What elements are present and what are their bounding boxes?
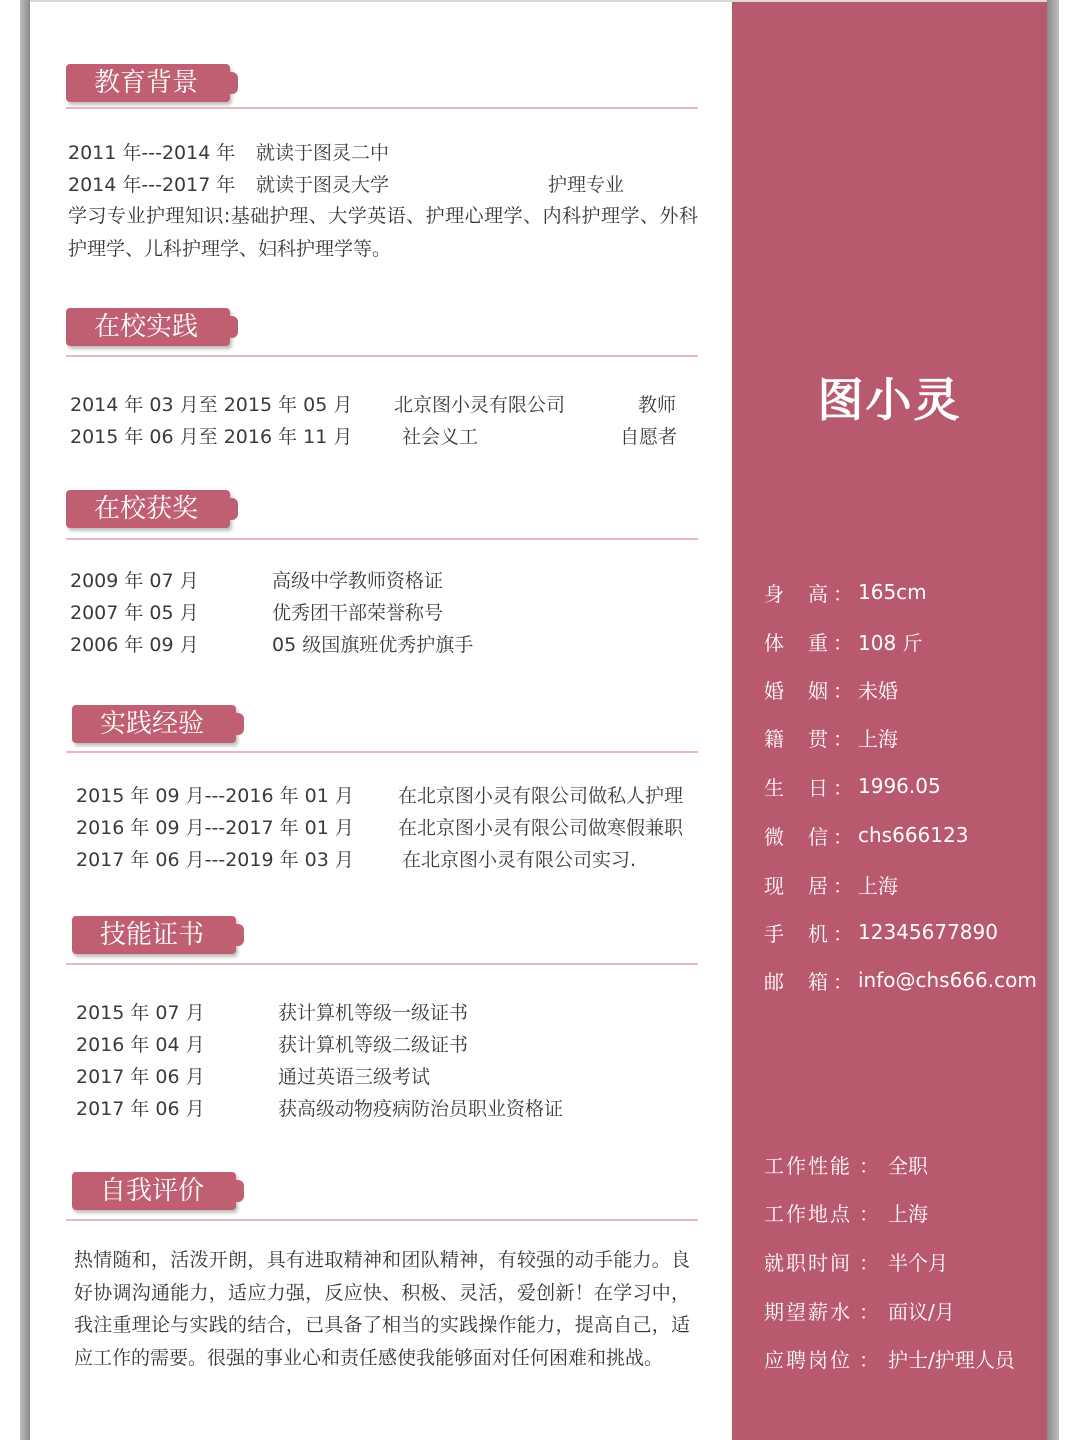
profile-sidebar: [732, 2, 1047, 1440]
experience-section: [66, 705, 698, 875]
info-value: chs666123: [858, 823, 969, 847]
info-value: 1996.05: [858, 774, 941, 798]
skill-item: 获计算机等级一级证书: [278, 1002, 469, 1024]
job-value: 面议/月: [888, 1299, 955, 1324]
info-row-email: [764, 965, 1037, 995]
info-label: 手机: [764, 921, 828, 946]
info-colon: ：: [833, 581, 853, 606]
award-item: 05 级国旗班优秀护旗手: [272, 634, 474, 656]
practice-org: 北京图小灵有限公司: [394, 394, 566, 416]
job-colon: ：: [859, 1347, 879, 1372]
education-date: 2014 年---2017 年: [68, 174, 236, 196]
info-colon: ：: [833, 775, 853, 800]
job-colon: ：: [859, 1250, 879, 1275]
info-row-wechat: [764, 820, 968, 850]
job-value: 上海: [888, 1201, 928, 1226]
experience-date: 2017 年 06 月---2019 年 03 月: [76, 849, 354, 871]
info-value: 上海: [858, 873, 898, 898]
practice-date: 2015 年 06 月至 2016 年 11 月: [70, 426, 353, 448]
info-value: info@chs666.com: [858, 968, 1037, 992]
info-colon: ：: [833, 921, 853, 946]
education-heading: 教育背景: [66, 64, 230, 102]
info-label: 身高: [764, 581, 828, 606]
info-label: 籍贯: [764, 726, 828, 751]
info-value: 165cm: [858, 580, 927, 604]
award-date: 2009 年 07 月: [70, 570, 199, 592]
info-value: 未婚: [858, 678, 898, 703]
practice-role: 自愿者: [620, 426, 678, 448]
info-label: 微信: [764, 824, 828, 849]
job-colon: ：: [859, 1153, 879, 1178]
job-colon: ：: [859, 1299, 879, 1324]
info-colon: ：: [833, 824, 853, 849]
education-description: 学习专业护理知识:基础护理、大学英语、护理心理学、内科护理学、外科护理学、儿科护理学、妇科护理学等。: [68, 205, 698, 260]
info-colon: ：: [833, 726, 853, 751]
job-value: 全职: [888, 1153, 928, 1178]
info-row-weight: [764, 626, 923, 656]
skill-item: 通过英语三级考试: [278, 1066, 431, 1088]
section-divider: [66, 355, 698, 357]
skill-date: 2015 年 07 月: [76, 1002, 205, 1024]
practice-role: 教师: [638, 394, 677, 416]
section-divider: [66, 751, 698, 753]
info-value: 12345677890: [858, 920, 998, 944]
skill-date: 2017 年 06 月: [76, 1066, 205, 1088]
info-label: 邮箱: [764, 969, 828, 994]
education-school: 就读于图灵大学: [256, 174, 390, 196]
education-section: [66, 64, 698, 264]
award-item: 高级中学教师资格证: [272, 570, 444, 592]
job-value: 护士/护理人员: [888, 1347, 1015, 1372]
info-label: 现居: [764, 873, 828, 898]
info-colon: ：: [833, 873, 853, 898]
job-label: 应聘岗位: [764, 1347, 850, 1372]
experience-desc: 在北京图小灵有限公司做私人护理: [398, 785, 684, 807]
job-label: 工作地点: [764, 1201, 850, 1226]
job-label: 期望薪水: [764, 1299, 850, 1324]
skills-section: [66, 916, 698, 1126]
award-date: 2007 年 05 月: [70, 602, 199, 624]
experience-date: 2016 年 09 月---2017 年 01 月: [76, 817, 354, 839]
info-label: 婚姻: [764, 678, 828, 703]
info-row-height: [764, 577, 927, 607]
experience-desc: 在北京图小灵有限公司做寒假兼职: [398, 817, 684, 839]
job-row-type: [764, 1149, 928, 1179]
info-row-birthday: [764, 771, 941, 801]
practice-heading: 在校实践: [66, 308, 230, 346]
skill-date: 2016 年 04 月: [76, 1034, 205, 1056]
section-divider: [66, 1219, 698, 1221]
info-colon: ：: [833, 969, 853, 994]
info-label: 体重: [764, 630, 828, 655]
info-colon: ：: [833, 678, 853, 703]
award-date: 2006 年 09 月: [70, 634, 199, 656]
self-evaluation-section: [66, 1172, 698, 1382]
skills-heading: 技能证书: [72, 916, 236, 954]
info-value: 上海: [858, 726, 898, 751]
practice-section: [66, 308, 698, 458]
job-row-start: [764, 1246, 948, 1276]
info-row-marital: [764, 674, 898, 704]
self-evaluation-heading: 自我评价: [72, 1172, 236, 1210]
education-date: 2011 年---2014 年: [68, 142, 236, 164]
info-value: 108 斤: [858, 630, 923, 655]
info-row-hometown: [764, 722, 898, 752]
education-major: 护理专业: [548, 174, 625, 196]
section-divider: [66, 538, 698, 540]
candidate-name: 图小灵: [817, 373, 962, 427]
job-row-position: [764, 1343, 1015, 1373]
job-value: 半个月: [888, 1250, 948, 1275]
practice-date: 2014 年 03 月至 2015 年 05 月: [70, 394, 353, 416]
info-row-phone: [764, 917, 998, 947]
experience-heading: 实践经验: [72, 705, 236, 743]
skill-item: 获高级动物疫病防治员职业资格证: [278, 1098, 564, 1120]
skill-item: 获计算机等级二级证书: [278, 1034, 469, 1056]
self-evaluation-text: 热情随和，活泼开朗，具有进取精神和团队精神，有较强的动手能力。良好协调沟通能力，适应力强，反应快、积极、灵活，爱创新！在学习中，我注重理论与实践的结合，已具备了相当的实践操作能力，提高自己，适应工作的需要。很强的事业心和责任感使我能够面对任何困难和挑战。: [74, 1249, 690, 1369]
section-divider: [66, 963, 698, 965]
job-row-salary: [764, 1295, 955, 1325]
job-colon: ：: [859, 1201, 879, 1226]
job-label: 就职时间: [764, 1250, 850, 1275]
info-label: 生日: [764, 775, 828, 800]
award-item: 优秀团干部荣誉称号: [272, 602, 444, 624]
education-school: 就读于图灵二中: [256, 142, 390, 164]
job-row-location: [764, 1197, 928, 1227]
info-row-residence: [764, 869, 898, 899]
awards-section: [66, 490, 698, 670]
info-colon: ：: [833, 630, 853, 655]
experience-desc: 在北京图小灵有限公司实习.: [402, 849, 637, 871]
skill-date: 2017 年 06 月: [76, 1098, 205, 1120]
section-divider: [66, 107, 698, 109]
practice-org: 社会义工: [402, 426, 479, 448]
page-edge-right: [1047, 0, 1059, 1440]
page-edge-left: [20, 0, 30, 1440]
experience-date: 2015 年 09 月---2016 年 01 月: [76, 785, 354, 807]
awards-heading: 在校获奖: [66, 490, 230, 528]
job-label: 工作性能: [764, 1153, 850, 1178]
